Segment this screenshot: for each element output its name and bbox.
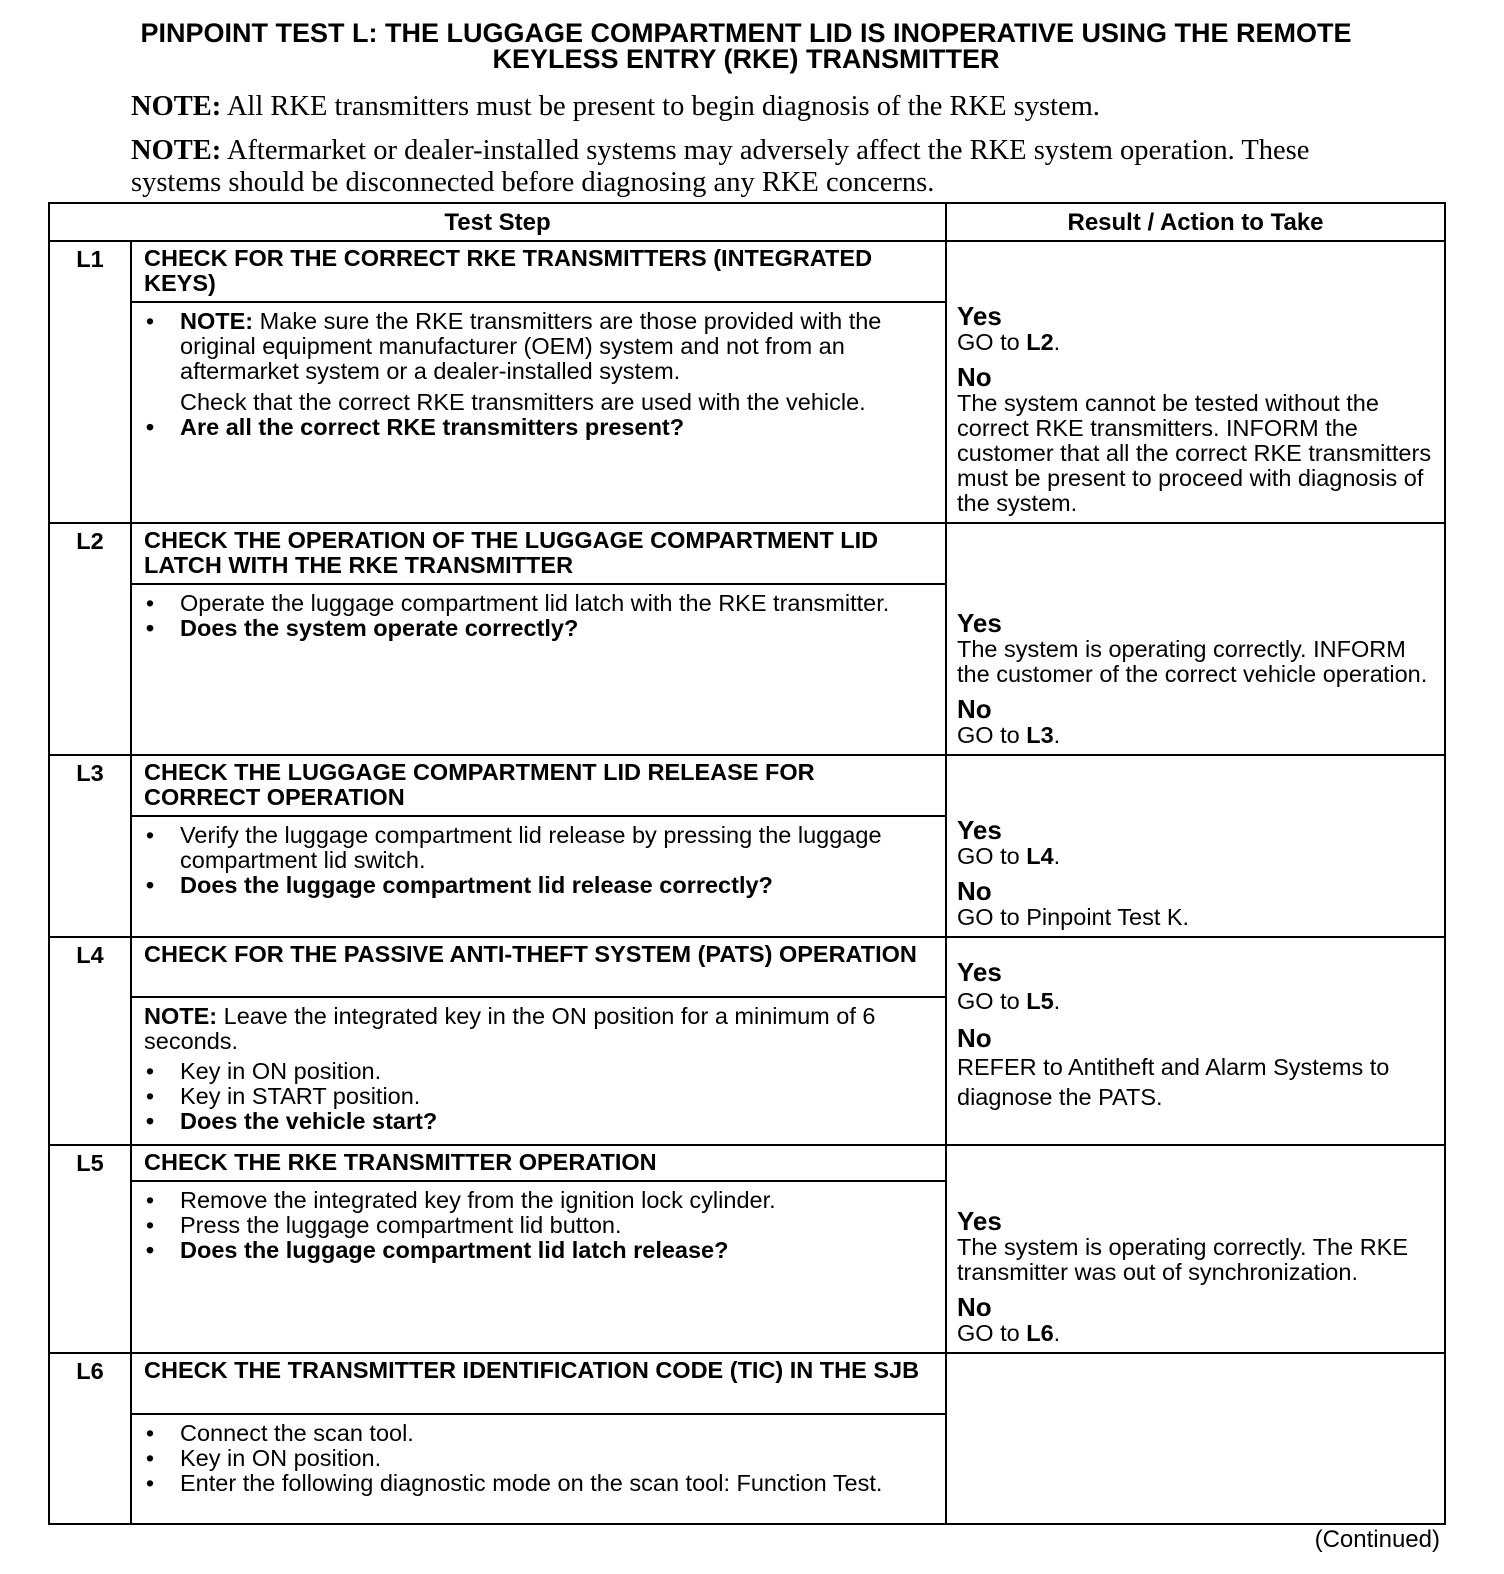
period: .: [1053, 1320, 1061, 1346]
goto-prefix: GO to: [957, 1320, 1027, 1346]
no-action: GO to Pinpoint Test K.: [957, 904, 1190, 930]
no-label: No: [957, 876, 992, 906]
no-label: No: [957, 1292, 992, 1322]
yes-label: Yes: [957, 608, 1002, 638]
list-item: • Verify the luggage compartment lid release by pressing the luggage compartment lid switch.: [144, 823, 933, 873]
no-label: No: [957, 694, 992, 724]
step-l5-result: [946, 1145, 1445, 1353]
step-body: [131, 584, 946, 755]
step-body: [131, 997, 946, 1145]
list-item: • Remove the integrated key from the ignition lock cylinder.: [144, 1188, 933, 1213]
step-heading: CHECK FOR THE PASSIVE ANTI-THEFT SYSTEM (PATS) OPERATION: [131, 937, 946, 997]
note-text: Aftermarket or dealer-installed systems may adversely affect the RKE system operation. These systems should be disconnected before diagnosing any RKE concerns.: [131, 135, 1310, 198]
step-l5-heading-row: [49, 1145, 1445, 1181]
step-id: L3: [49, 755, 131, 816]
step-body: [131, 816, 946, 937]
step-question: • Are all the correct RKE transmitters present?: [144, 415, 933, 440]
step-body: [131, 1414, 946, 1524]
list-item: • Key in ON position.: [144, 1446, 933, 1471]
column-header-result: Result / Action to Take: [946, 203, 1445, 241]
no-action: REFER to Antitheft and Alarm Systems to diagnose the PATS.: [957, 1054, 1390, 1110]
page-title-line-1: PINPOINT TEST L: THE LUGGAGE COMPARTMENT LID IS INOPERATIVE USING THE REMOTE: [140, 18, 1352, 48]
list-item: • Key in START position.: [144, 1084, 933, 1109]
note-aftermarket-systems: [131, 135, 1371, 199]
note-label: NOTE:: [180, 308, 254, 334]
yes-label: Yes: [957, 957, 1002, 987]
step-l1-heading-row: [49, 241, 1445, 302]
yes-action: [957, 986, 1434, 1016]
list-item: • Operate the luggage compartment lid latch with the RKE transmitter.: [144, 591, 933, 616]
step-question: • Does the luggage compartment lid release correctly?: [144, 873, 933, 898]
step-question: • Does the vehicle start?: [144, 1109, 933, 1134]
step-l6-result: [946, 1353, 1445, 1524]
note-rke-transmitters-present: [131, 91, 1371, 123]
step-l4-heading-row: [49, 937, 1445, 997]
yes-action: The system is operating correctly. The RKE transmitter was out of synchronization.: [957, 1234, 1409, 1285]
pinpoint-test-table: [48, 202, 1446, 1525]
step-note: [144, 1004, 933, 1054]
goto-prefix: GO to: [957, 843, 1027, 869]
period: .: [1053, 329, 1061, 355]
yes-label: Yes: [957, 301, 1002, 331]
step-body: [131, 302, 946, 523]
step-heading: CHECK THE LUGGAGE COMPARTMENT LID RELEASE FOR CORRECT OPERATION: [131, 755, 946, 816]
note-text: All RKE transmitters must be present to begin diagnosis of the RKE system.: [226, 91, 1100, 122]
step-l4-result: [946, 937, 1445, 1145]
step-l3-heading-row: [49, 755, 1445, 816]
note-label: NOTE:: [131, 135, 222, 166]
period: .: [1053, 988, 1061, 1014]
no-label: No: [957, 1023, 992, 1053]
step-id: L5: [49, 1145, 131, 1181]
goto-target: L6: [1026, 1320, 1054, 1346]
step-l3-result: [946, 755, 1445, 937]
yes-action: [957, 330, 1434, 355]
no-label: No: [957, 362, 992, 392]
step-l2-heading-row: [49, 523, 1445, 584]
no-action: [957, 1321, 1434, 1346]
goto-target: L3: [1026, 722, 1054, 748]
continued-label: (Continued): [1314, 1526, 1440, 1553]
yes-action: The system is operating correctly. INFORM the customer of the correct vehicle operation.: [957, 636, 1428, 687]
period: .: [1053, 722, 1061, 748]
note-label: NOTE:: [144, 1003, 218, 1029]
page-title: [48, 20, 1444, 72]
no-action: [957, 723, 1434, 748]
step-question: • Does the system operate correctly?: [144, 616, 933, 641]
list-item: • Connect the scan tool.: [144, 1421, 933, 1446]
step-heading: CHECK FOR THE CORRECT RKE TRANSMITTERS (INTEGRATED KEYS): [131, 241, 946, 302]
yes-action: [957, 844, 1434, 869]
no-action: The system cannot be tested without the correct RKE transmitters. INFORM the customer that all the correct RKE transmitters must be present to proceed with diagnosis of the system.: [957, 390, 1432, 516]
step-id: L4: [49, 937, 131, 997]
step-id: L1: [49, 241, 131, 302]
sub-instruction: Check that the correct RKE transmitters are used with the vehicle.: [180, 389, 866, 415]
goto-target: L5: [1026, 988, 1054, 1014]
period: .: [1053, 843, 1061, 869]
step-l6-heading-row: [49, 1353, 1445, 1414]
step-id: L6: [49, 1353, 131, 1414]
page-title-line-2: KEYLESS ENTRY (RKE) TRANSMITTER: [492, 44, 1000, 74]
note-label: NOTE:: [131, 91, 222, 122]
step-l2-result: [946, 523, 1445, 755]
step-heading: CHECK THE OPERATION OF THE LUGGAGE COMPARTMENT LID LATCH WITH THE RKE TRANSMITTER: [131, 523, 946, 584]
goto-prefix: GO to: [957, 329, 1027, 355]
step-question: • Does the luggage compartment lid latch release?: [144, 1238, 933, 1263]
yes-label: Yes: [957, 1206, 1002, 1236]
step-heading: CHECK THE TRANSMITTER IDENTIFICATION CODE (TIC) IN THE SJB: [131, 1353, 946, 1414]
goto-target: L2: [1026, 329, 1054, 355]
list-item: • Press the luggage compartment lid button.: [144, 1213, 933, 1238]
list-item: • Enter the following diagnostic mode on the scan tool: Function Test.: [144, 1471, 933, 1496]
list-item: [144, 309, 933, 384]
note-text: Leave the integrated key in the ON position for a minimum of 6 seconds.: [144, 1003, 876, 1054]
list-item: • Key in ON position.: [144, 1059, 933, 1084]
yes-label: Yes: [957, 815, 1002, 845]
goto-prefix: GO to: [957, 988, 1027, 1014]
note-text: Make sure the RKE transmitters are those provided with the original equipment manufacturer (OEM) system and not from an aftermarket system or a dealer-installed system.: [180, 308, 882, 384]
goto-target: L4: [1026, 843, 1054, 869]
step-heading: CHECK THE RKE TRANSMITTER OPERATION: [131, 1145, 946, 1181]
goto-prefix: GO to: [957, 722, 1027, 748]
step-l1-result: [946, 241, 1445, 523]
step-body: [131, 1181, 946, 1353]
table-header-row: [49, 203, 1445, 241]
step-id: L2: [49, 523, 131, 584]
column-header-test-step: Test Step: [49, 203, 946, 241]
